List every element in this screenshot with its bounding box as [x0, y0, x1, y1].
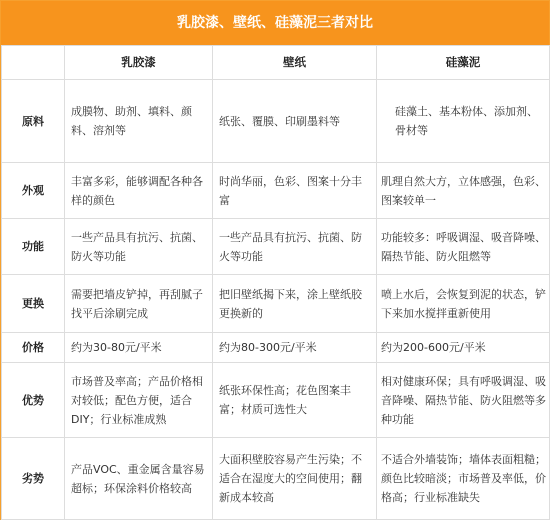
- cell-latex-paint: 丰富多彩，能够调配各种各样的颜色: [65, 163, 213, 219]
- cell-wallpaper: 一些产品具有抗污、抗菌、防火等功能: [213, 219, 377, 275]
- cell-latex-paint: 约为30-80元/平米: [65, 333, 213, 363]
- header-diatom-mud: 硅藻泥: [377, 46, 550, 80]
- row-label: 更换: [2, 275, 65, 333]
- row-label: 优势: [2, 363, 65, 438]
- cell-wallpaper: 纸张、覆膜、印刷墨料等: [213, 80, 377, 163]
- row-function: [2, 219, 550, 275]
- row-label: 劣势: [2, 438, 65, 520]
- cell-wallpaper: 约为80-300元/平米: [213, 333, 377, 363]
- header-row: [2, 46, 550, 80]
- cell-wallpaper: 时尚华丽，色彩、图案十分丰富: [213, 163, 377, 219]
- row-appearance: [2, 163, 550, 219]
- header-latex-paint: 乳胶漆: [65, 46, 213, 80]
- row-label: 原料: [2, 80, 65, 163]
- cell-wallpaper: 大面积壁胶容易产生污染；不适合在湿度大的空间使用；翻新成本较高: [213, 438, 377, 520]
- cell-diatom-mud: 硅藻土、基本粉体、添加剂、骨材等: [377, 80, 550, 163]
- row-replacement: [2, 275, 550, 333]
- row-advantages: [2, 363, 550, 438]
- cell-wallpaper: 把旧壁纸揭下来，涂上壁纸胶更换新的: [213, 275, 377, 333]
- comparison-table: [1, 45, 550, 520]
- cell-diatom-mud: 相对健康环保；具有呼吸调湿、吸音降噪、隔热节能、防火阻燃等多种功能: [377, 363, 550, 438]
- cell-diatom-mud: 喷上水后，会恢复到泥的状态，铲下来加水搅拌重新使用: [377, 275, 550, 333]
- row-price: [2, 333, 550, 363]
- row-materials: [2, 80, 550, 163]
- cell-latex-paint: 产品VOC、重金属含量容易超标；环保涂料价格较高: [65, 438, 213, 520]
- cell-wallpaper: 纸张环保性高；花色图案丰富；材质可选性大: [213, 363, 377, 438]
- cell-diatom-mud: 功能较多：呼吸调湿、吸音降噪、隔热节能、防火阻燃等: [377, 219, 550, 275]
- header-corner: [2, 46, 65, 80]
- cell-latex-paint: 一些产品具有抗污、抗菌、防火等功能: [65, 219, 213, 275]
- cell-latex-paint: 需要把墙皮铲掉，再刮腻子找平后涂刷完成: [65, 275, 213, 333]
- row-disadvantages: [2, 438, 550, 520]
- row-label: 价格: [2, 333, 65, 363]
- cell-latex-paint: 成膜物、助剂、填料、颜料、溶剂等: [65, 80, 213, 163]
- cell-diatom-mud: 不适合外墙装饰；墙体表面粗糙；颜色比较暗淡；市场普及率低，价格高；行业标准缺失: [377, 438, 550, 520]
- cell-latex-paint: 市场普及率高；产品价格相对较低；配色方便，适合DIY；行业标准成熟: [65, 363, 213, 438]
- table-title: 乳胶漆、壁纸、硅藻泥三者对比: [1, 1, 549, 45]
- cell-diatom-mud: 肌理自然大方，立体感强，色彩、图案较单一: [377, 163, 550, 219]
- cell-diatom-mud: 约为200-600元/平米: [377, 333, 550, 363]
- row-label: 功能: [2, 219, 65, 275]
- row-label: 外观: [2, 163, 65, 219]
- header-wallpaper: 壁纸: [213, 46, 377, 80]
